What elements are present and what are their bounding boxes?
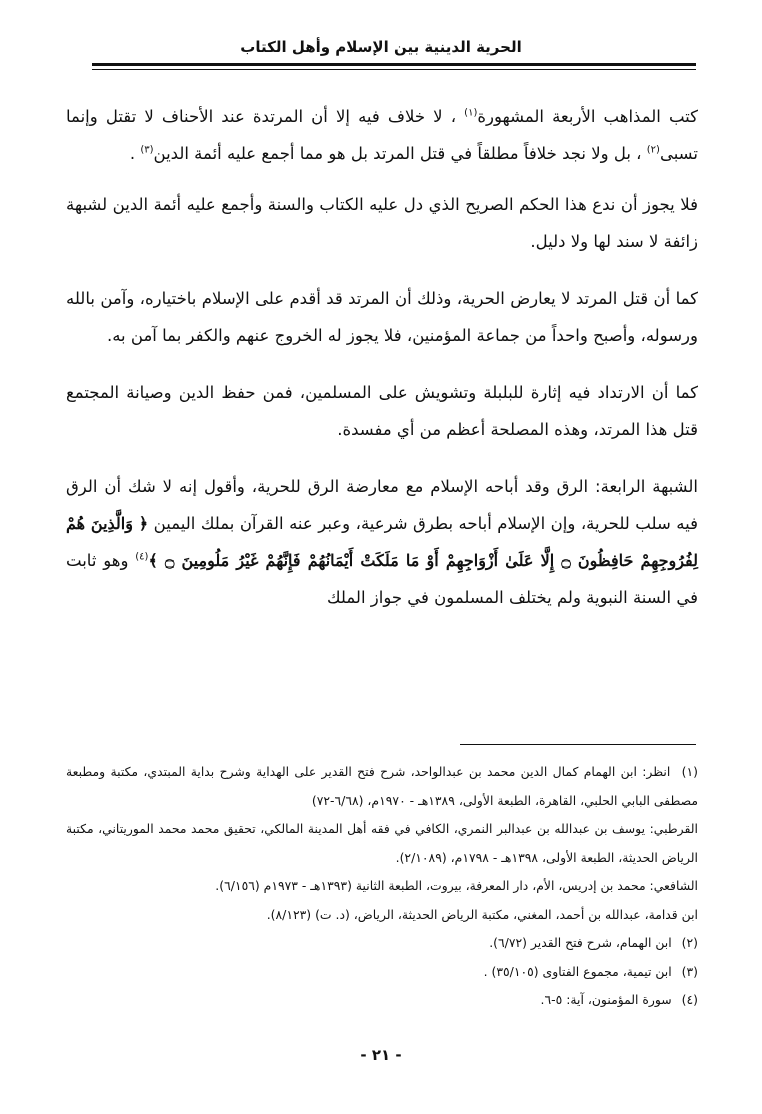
paragraph-2: فلا يجوز أن ندع هذا الحكم الصريح الذي دل عليه الكتاب والسنة وأجمع عليه أئمة الدين لشبهة زائفة لا سند لها ولا دليل.: [66, 195, 698, 251]
running-title: الحرية الدينية بين الإسلام وأهل الكتاب: [240, 38, 522, 56]
footnote-1-continued-2: القرطبي: يوسف بن عبدالله بن عبدالبر النمري، الكافي في فقه أهل المدينة المالكي، تحقيق محمد محمد الموريتاني، مكتبة الرياض الحديثة، الطبعة الأولى، ١٣٩٨هـ - ١٧٩٨م، (٢/١٠٨٩).: [66, 821, 698, 865]
footnote-separator: [460, 744, 696, 745]
paragraph-5-text-a: الشبهة الرابعة: الرق وقد أباحه الإسلام مع معارضة الرق للحرية، وأقول إنه لا شك أن الرق فيه سلب للحرية، وإن الإسلام أباحه بطرق شرعية، وعبر عنه القرآن بملك اليمين: [66, 477, 699, 533]
paragraph-3: كما أن قتل المرتد لا يعارض الحرية، وذلك أن المرتد قد أقدم على الإسلام باختياره، وآمن بالله ورسوله، وأصبح واحداً من جماعة المؤمنين، فلا يجوز له الخروج عنهم والكفر بما آمن به.: [66, 289, 698, 345]
footnote-1-number: (١): [681, 764, 698, 779]
footnote-4-text: سورة المؤمنون، آية: ٥-٦.: [540, 992, 672, 1007]
footnote-3-number: (٣): [681, 963, 698, 979]
footnote-ref-1: (١): [464, 107, 478, 119]
footnote-1-continued-4: ابن قدامة، عبدالله بن أحمد، المغني، مكتبة الرياض الحديثة، الرياض، (د. ت) (٨/١٢٣).: [266, 906, 698, 922]
paragraph-1-text-d: .: [129, 144, 136, 163]
paragraph-1-text-c: ، بل ولا نجد خلافاً مطلقاً في قتل المرتد بل هو مما أجمع عليه أئمة الدين: [153, 144, 642, 163]
footnote-3: [66, 958, 698, 987]
paragraph-1: [66, 98, 698, 172]
paragraph-5-text-b: وهو ثابت في السنة النبوية ولم يختلف المسلمون في جواز الملك: [66, 551, 698, 607]
footnote-1-line-1: انظر: ابن الهمام كمال الدين محمد بن عبدالواحد، شرح فتح القدير على الهداية وشرح بداية المبتدي، مكتبة ومطبعة مصطفى البابي الحلبي، القاهرة، الطبعة الأولى، ١٣٨٩هـ - ١٩٧٠م، (٦/٦٨-٧٢): [66, 764, 698, 808]
page-number: - ٢١ -: [360, 1046, 402, 1064]
paragraph-5: [66, 468, 698, 616]
header-rule-thick: [92, 63, 696, 66]
footnote-4-number: (٤): [681, 992, 698, 1007]
footnote-2-text: ابن الهمام، شرح فتح القدير (٦/٧٢).: [489, 935, 672, 950]
footnote-ref-2: (٢): [646, 144, 660, 156]
paragraph-1-text-b: ، لا خلاف فيه إلا أن المرتدة عند الأحناف لا تقتل وإنما تسبى: [66, 107, 698, 163]
header-rule-thin: [92, 69, 696, 70]
footnotes: [66, 758, 698, 1015]
paragraph-1-text-a: كتب المذاهب الأربعة المشهورة: [477, 107, 699, 126]
footnote-2: [66, 929, 698, 958]
footnote-ref-4: (٤): [135, 551, 149, 563]
footnote-ref-3: (٣): [140, 144, 154, 156]
main-text: [66, 98, 698, 636]
footnote-1-continued-3: الشافعي: محمد بن إدريس، الأم، دار المعرفة، بيروت، الطبعة الثانية (١٣٩٣هـ - ١٩٧٣م (٦/١٥٦).: [215, 878, 698, 893]
quran-verse: ﴿ وَالَّذِينَ هُمْ لِفُرُوجِهِمْ حَافِظُونَ ۝ إِلَّا عَلَىٰ أَزْوَاجِهِمْ أَوْ مَا مَلَكَتْ أَيْمَانُهُمْ فَإِنَّهُمْ غَيْرُ مَلُومِينَ ۝ ﴾: [66, 514, 698, 570]
footnote-1: [66, 758, 698, 815]
footnote-4: [66, 986, 698, 1015]
footnote-3-text: ابن تيمية، مجموع الفتاوى (٣٥/١٠٥) .: [483, 963, 672, 979]
footnote-2-number: (٢): [681, 935, 698, 950]
paragraph-4: كما أن الارتداد فيه إثارة للبلبلة وتشويش على المسلمين، فمن حفظ الدين وصيانة المجتمع قتل هذا المرتد، وهذه المصلحة أعظم من أي مفسدة.: [66, 383, 698, 439]
